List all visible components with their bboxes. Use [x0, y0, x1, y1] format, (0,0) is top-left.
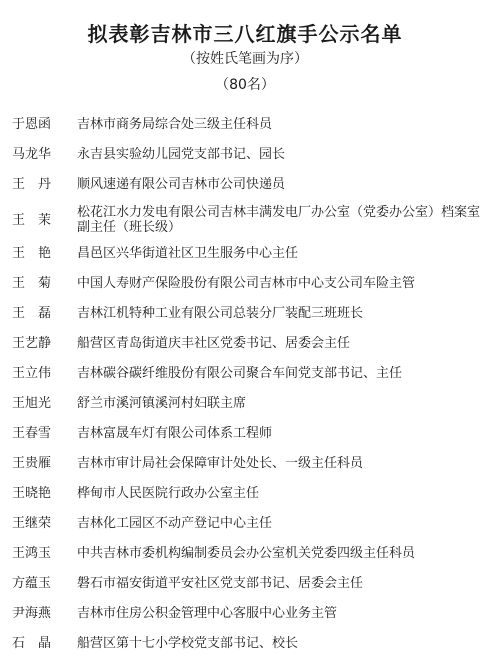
- person-name: 王贵雁: [12, 456, 52, 471]
- person-role: 吉林富晟车灯有限公司体系工程师: [77, 426, 273, 441]
- person-role: 吉林江机特种工业有限公司总装分厂装配三班班长: [77, 306, 364, 321]
- person-role: 桦甸市人民医院行政办公室主任: [77, 486, 260, 501]
- count-label: （80名）: [215, 77, 275, 93]
- person-role: 松花江水力发电有限公司吉林丰满发电厂办公室（党委办公室）档案室副主任（班长级）: [77, 205, 481, 235]
- person-name: 王 菊: [12, 276, 52, 291]
- person-name: 石 晶: [12, 636, 52, 651]
- person-name: 王继荣: [12, 516, 52, 531]
- person-name: 尹海燕: [12, 606, 52, 621]
- person-role: 吉林市审计局社会保障审计处处长、一级主任科员: [77, 456, 364, 471]
- person-role: 吉林市住房公积金管理中心客服中心业务主管: [77, 606, 338, 621]
- person-name: 王 艳: [12, 246, 52, 261]
- person-role: 中国人寿财产保险股份有限公司吉林市中心支公司车险主管: [77, 276, 416, 291]
- person-role: 永吉县实验幼儿园党支部书记、园长: [77, 147, 286, 162]
- person-name: 王晓艳: [12, 486, 52, 501]
- person-name: 马龙华: [12, 147, 52, 162]
- page-title: 拟表彰吉林市三八红旗手公示名单: [87, 22, 403, 46]
- person-role: 磐石市福安街道平安社区党支部书记、居委会主任: [77, 576, 364, 591]
- person-name: 王 茉: [12, 213, 52, 228]
- person-name: 王 丹: [12, 177, 52, 192]
- person-role: 吉林市商务局综合处三级主任科员: [77, 117, 273, 132]
- person-name: 王立伟: [12, 366, 52, 381]
- person-role: 昌邑区兴华街道社区卫生服务中心主任: [77, 246, 299, 261]
- person-name: 王春雪: [12, 426, 52, 441]
- person-role: 舒兰市溪河镇溪河村妇联主席: [77, 396, 247, 411]
- person-role: 吉林碳谷碳纤维股份有限公司聚合车间党支部书记、主任: [77, 366, 403, 381]
- person-name: 王 磊: [12, 306, 52, 321]
- person-name: 于恩函: [12, 117, 52, 132]
- person-role: 船营区第十七小学校党支部书记、校长: [77, 636, 299, 651]
- person-role: 吉林化工园区不动产登记中心主任: [77, 516, 273, 531]
- person-name: 王鸿玉: [12, 546, 52, 561]
- person-role: 船营区青岛街道庆丰社区党委书记、居委会主任: [77, 336, 351, 351]
- person-name: 方蕴玉: [12, 576, 52, 591]
- person-role: 中共吉林市委机构编制委员会办公室机关党委四级主任科员: [77, 546, 416, 561]
- person-name: 王艺静: [12, 336, 52, 351]
- person-name: 王旭光: [12, 396, 52, 411]
- person-role: 顺风速递有限公司吉林市公司快递员: [77, 177, 286, 192]
- page-subtitle: （按姓氏笔画为序）: [182, 51, 308, 67]
